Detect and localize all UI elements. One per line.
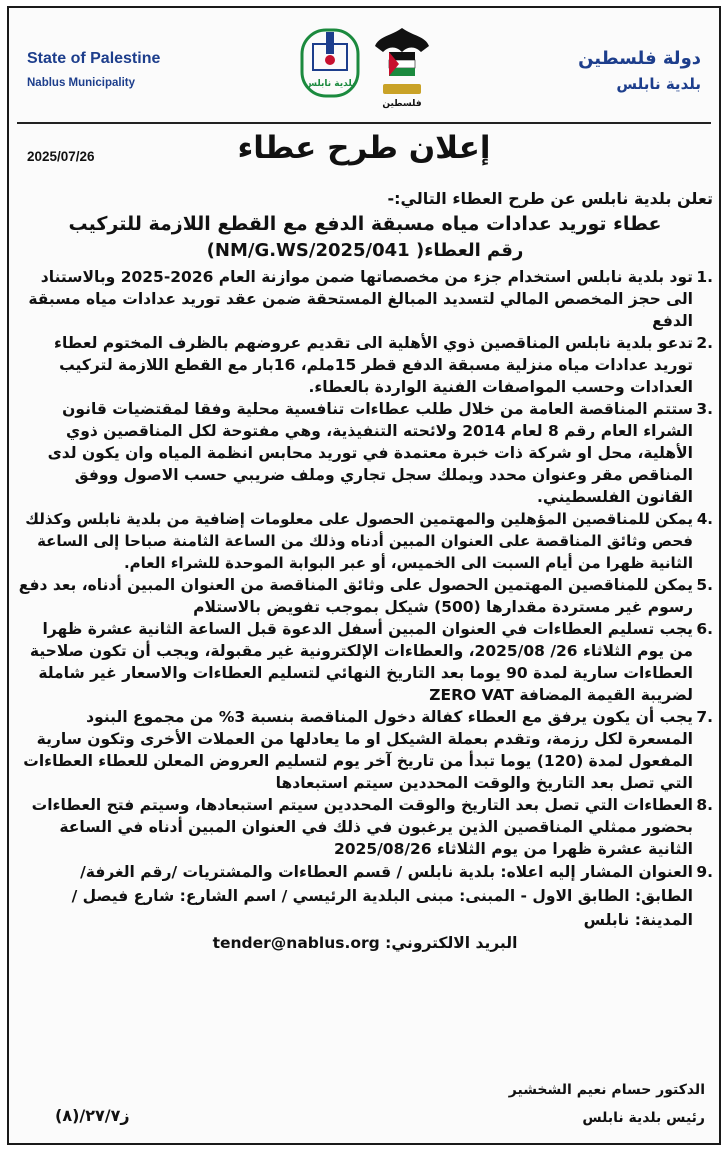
- clause-text: يمكن للمناقصين المؤهلين والمهتمين الحصول على معلومات إضافية من بلدية نابلس وكذلك فحص وثائق المناقصة على العنوان المبين أدناه وذلك من الساعة الثامنة صباحا إلى الساعة الثانية ظهرا من أيام السبت الى الخميس، أو عبر البوابة الموحدة للشراء العام.: [25, 510, 693, 572]
- tender-ref-close: ): [206, 240, 215, 261]
- clause-number: .7: [696, 708, 713, 726]
- tender-subject: عطاء توريد عدادات مياه مسبقة الدفع مع القطع اللازمة للتركيب: [68, 213, 662, 235]
- header-arabic: [578, 48, 701, 93]
- notice-intro: تعلن بلدية نابلس عن طرح العطاء التالي:-: [387, 189, 713, 208]
- clause-2: [17, 332, 713, 398]
- palestine-emblem-logo: [369, 22, 435, 112]
- state-of-palestine-arabic: دولة فلسطين: [578, 48, 701, 69]
- publication-ref: ز٢٧/٧/(٨): [55, 1106, 130, 1125]
- clause-4: [17, 508, 713, 574]
- nablus-municipality-arabic: بلدية نابلس: [616, 75, 701, 93]
- tender-ref-label: رقم العطاء(: [415, 240, 524, 261]
- clause-number: .6: [696, 620, 713, 638]
- clause-text: يمكن للمناقصين المهتمين الحصول على وثائق المناقصة من العنوان المبين أدناه، بعد دفع رسوم غير مستردة مقدارها (500) شيكل بموجب تفويض بالاستلام: [18, 576, 693, 616]
- clause-9: [17, 860, 713, 932]
- clause-5: [17, 574, 713, 618]
- notice-date: 2025/07/26: [27, 149, 95, 164]
- clause-7: [17, 706, 713, 794]
- tender-reference: [17, 238, 713, 264]
- clause-text: العنوان المشار إليه اعلاه: بلدية نابلس / قسم العطاءات والمشتريات /رقم الغرفة/ الطابق: الطابق الاول - المبنى: مبنى البلدية الرئيسي / اسم الشارع: شارع فيصل / المدينة: نابلس: [71, 863, 693, 929]
- emblem-scroll: [383, 84, 421, 94]
- logo-tower: [326, 32, 334, 54]
- clause-text: تود بلدية نابلس استخدام جزء من مخصصاتها ضمن موازنة العام 2026-2025 وبالاستناد الى حجز المخصص المالي لتسديد المبالغ المستحقة ضمن عقد توريد عدادات مياه مسبقة الدفع: [28, 268, 693, 330]
- clause-1: [17, 266, 713, 332]
- signatory-title: رئيس بلدية نابلس: [582, 1110, 705, 1126]
- logo-caption: بلدية نابلس: [304, 79, 356, 89]
- contact-email: البريد الالكتروني: tender@nablus.org: [212, 934, 518, 952]
- clause-text: ستتم المناقصة العامة من خلال طلب عطاءات تنافسية محلية وفقا لمقتضيات قانون الشراء العام رقم 8 لعام 2014 ولائحته التنفيذية، وهي مفتوحة لكل المناقصين ذوي الأهلية، محل او شركة ذات خبرة معتمدة في توريد محابس انظمة المياه وان يكون لدى المناقص مقر وعنوان محدد ويملك سجل تجاري وملف ضريبي حسب الاصول ووفق القانون الفلسطيني.: [47, 400, 693, 506]
- signatory-name: الدكتور حسام نعيم الشخشير: [508, 1082, 705, 1098]
- signature-block: [509, 1076, 705, 1132]
- clause-number: .5: [696, 576, 713, 594]
- nablus-municipality-label: Nablus Municipality: [27, 77, 135, 89]
- emblem-caption: فلسطين: [382, 99, 422, 109]
- clause-number: .4: [696, 510, 713, 528]
- notice-title: إعلان طرح عطاء: [237, 130, 491, 166]
- clause-text: يجب تسليم العطاءات في العنوان المبين أسفل الدعوة قبل الساعة الثانية عشرة ظهرا من يوم الثلاثاء 26/ 2025/08، والعطاءات الإلكترونية غير مقبولة، ويجب أن تكون صلاحية العطاءات سارية لمدة 90 يوما بعد التاريخ النهائي لتسليم العطاءات والاسعار غير شاملة لضريبة القيمة المضافة ZERO VAT: [29, 620, 693, 704]
- state-of-palestine-label: State of Palestine: [27, 50, 161, 67]
- clause-3: [17, 398, 713, 508]
- clause-number: .8: [696, 796, 713, 814]
- logo-dot: [325, 55, 335, 65]
- clause-number: .3: [696, 400, 713, 418]
- eagle-wings: [375, 28, 429, 52]
- tender-ref-code: NM/G.WS/2025/041: [214, 240, 410, 261]
- header-english: [27, 50, 160, 89]
- clause-text: يجب أن يكون يرفق مع العطاء كفالة دخول المناقصة بنسبة 3% من مجموع البنود المسعرة لكل رزمة، وتقدم بعملة الشيكل او ما يعادلها من العملات الأخرى وتكون سارية المفعول لمدة (120) يوما تبدأ من تاريخ آخر يوم لتسليم العروض المعلن للعطاء العطاءات التي تصل بعد التاريخ والوقت المحددين سيتم استبعادها: [23, 708, 693, 792]
- clause-text: تدعو بلدية نابلس المناقصين ذوي الأهلية الى تقديم عروضهم بالظرف المختوم لعطاء توريد عدادات مياه منزلية مسبقة الدفع قطر 15ملم، 16بار مع القطع اللازمة لتركيب العدادات وحسب المواصفات الفنية الواردة بالعطاء.: [54, 334, 693, 396]
- clause-8: [17, 794, 713, 860]
- clause-number: .9: [696, 863, 713, 881]
- clause-number: .1: [696, 268, 713, 286]
- notice-body: [17, 188, 713, 954]
- clause-text: العطاءات التي تصل بعد التاريخ والوقت المحددين سيتم استبعادها، وسيتم فتح العطاءات بحضور ممثلي المناقصين الذين يرغبون في ذلك في العنوان المبين أدناه في الساعة الثانية عشرة ظهرا من يوم الثلاثاء 2025/08/26: [31, 796, 693, 858]
- tender-notice-page: [7, 6, 721, 1145]
- nablus-municipality-logo: [299, 22, 361, 102]
- header-divider: [17, 122, 711, 124]
- clause-number: .2: [696, 334, 713, 352]
- clause-6: [17, 618, 713, 706]
